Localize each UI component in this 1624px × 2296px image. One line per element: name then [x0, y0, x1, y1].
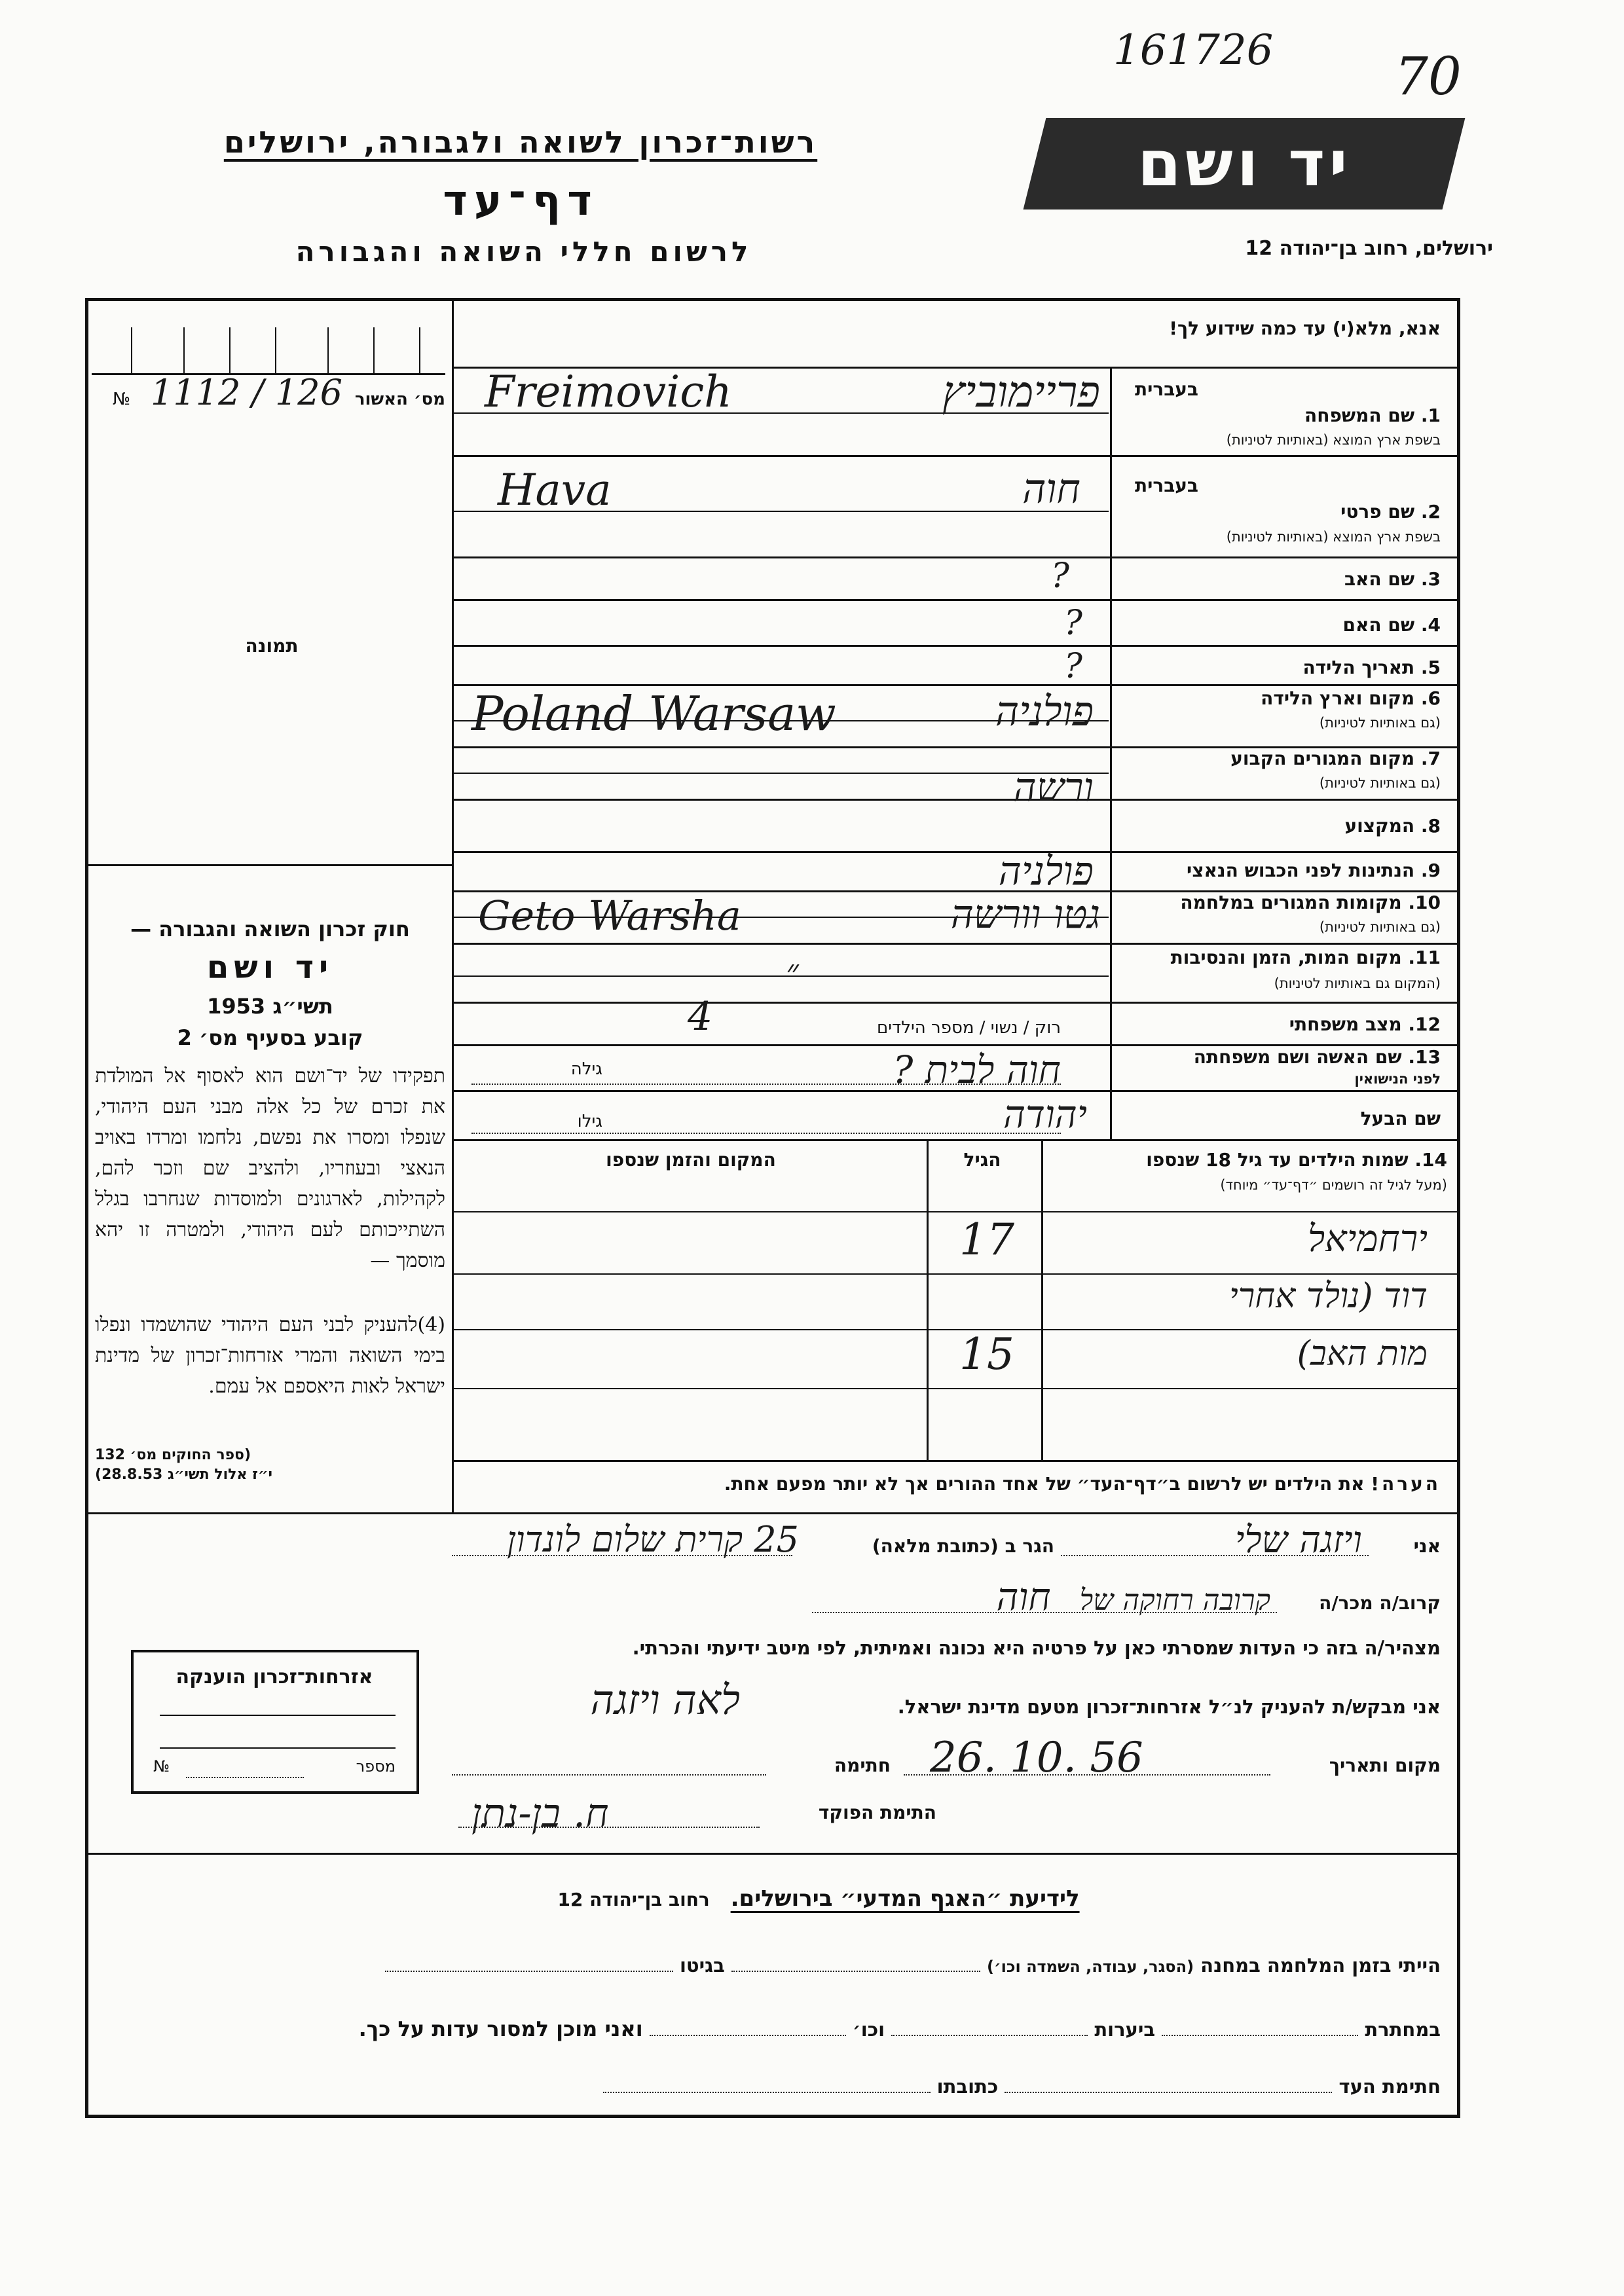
family-name-latin: Freimovich	[485, 367, 732, 417]
children-place-header: המקום והזמן שנספו	[606, 1149, 776, 1171]
first-name-hebrew: חוה	[1022, 465, 1080, 513]
first-name-latin: Hava	[498, 465, 612, 515]
field-11-label: 11. מקום המות, הזמן והנסיבות	[1170, 947, 1441, 968]
children-count-value: 4	[688, 994, 713, 1040]
child-age-3: 15	[959, 1329, 1014, 1379]
field-1-sub: בשפת ארץ המוצא (באותיות לטיניות)	[1226, 432, 1441, 448]
citizenship-box-title: אזרחות־זכרון הוענקה	[175, 1666, 373, 1688]
field-11-sub: (המקום גם באותיות לטיניות)	[1274, 975, 1441, 991]
law-source-date: י״ז אלול תשי״ג 28.8.53)	[95, 1467, 273, 1483]
field-10-sub: (גם באותיות לטיניות)	[1319, 919, 1441, 935]
citizenship-box	[131, 1650, 419, 1794]
citizenship-number-label: מספר	[356, 1757, 396, 1776]
approval-number: 1112 / 126	[151, 372, 343, 413]
instruction: אנא, מלא(י) עד כמה שידוע לך!	[1169, 318, 1441, 339]
place-date-label: מקום ותאריך	[1329, 1755, 1441, 1776]
in-hebrew-label-1: בעברית	[1134, 378, 1198, 400]
wartime-residence-hebrew: גטו וורשה	[950, 892, 1100, 938]
field-9-label: 9. הנתינות לפני הכבוש הנאצי	[1187, 860, 1441, 881]
bottom-title	[458, 1886, 1179, 1912]
husband-name-label: שם הבעל	[1360, 1108, 1441, 1129]
official-signature-label: התימת הפוקד	[818, 1802, 936, 1823]
death-place-value: ״	[786, 953, 799, 992]
field-5-label: 5. תאריך הלידה	[1302, 657, 1441, 678]
husband-age-label: גילו	[577, 1112, 602, 1131]
logo-text: יד ושם	[1137, 127, 1352, 200]
child-name-1: ירחמיאל	[1307, 1218, 1428, 1260]
father-name-value: ?	[1051, 556, 1069, 596]
note-label: הערה!	[1371, 1473, 1441, 1495]
husband-name-value: יהודה	[1003, 1092, 1087, 1137]
field-10-label: 10. מקומות המגורים במלחמה	[1180, 892, 1441, 913]
birth-place-latin: Poland Warsaw	[471, 686, 836, 741]
in-hebrew-label-2: בעברית	[1134, 475, 1198, 496]
archive-number: 161726	[1113, 26, 1274, 75]
form-subtitle: לרשום חללי השואה והגבורה	[295, 236, 752, 268]
child-name-2: דוד (נולד אחרי	[1229, 1277, 1428, 1316]
field-3-label: 3. שם האב	[1344, 568, 1441, 590]
field-2-sub: בשפת ארץ המוצא (באותיות לטיניות)	[1226, 529, 1441, 545]
witness-name: ויזגה שלי	[1234, 1519, 1362, 1561]
declaration-request: אני מבקש/ת להעניק לנ״ל אזרחות־זכרון מטעם מדינת ישראל.	[897, 1696, 1441, 1718]
field-4-label: 4. שם האם	[1342, 614, 1441, 636]
bottom-line-3: חתימת העד כתובתו	[111, 2075, 1441, 2098]
photo-label: תמונה	[245, 635, 299, 657]
field-8-label: 8. המקצוע	[1344, 815, 1441, 837]
bottom-title-text: לידיעת ״האגף המדעי״ בירושלים.	[730, 1886, 1080, 1912]
marital-options: רוק / נשוי / מספר הילדים	[876, 1018, 1061, 1038]
wife-age-label: גילה	[570, 1059, 602, 1079]
approval-box-ticks	[92, 308, 445, 375]
bottom-address: רחוב בן־יהודה 12	[557, 1889, 710, 1910]
birth-date-value: ?	[1064, 647, 1082, 686]
children-sub: (מעל לגיל זה רושמים ״דף־עד״ מיוחד)	[1220, 1177, 1447, 1193]
citizenship-value: פולניה	[998, 848, 1094, 894]
law-text: תפקידו של יד־ושם הוא לאסוף אל המולדת את זכרם של כל אלה מבני העם היהודי, שנפלו ומסרו את נפשם, נלחמו ומרדו באויב הנאצי ובעוזריו, ולהציב שם וזכר להם, לקהילות, לארגונים ולמוסדות שנחרבו בגלל השתייכותם לעם היהודי, ולמטרה זו יהא מוסמך —	[95, 1065, 445, 1272]
law-source: (ספר החוקים מס׳ 132	[95, 1447, 251, 1463]
page-number: 70	[1395, 46, 1462, 107]
form-title: דף־עד	[443, 177, 599, 225]
law-year: תשי״ג 1953	[207, 994, 333, 1019]
family-name-hebrew: פריימוביץ	[942, 367, 1100, 417]
residence-value: ורשה	[1013, 765, 1094, 811]
bottom-line-2: במחתרת ביערות וכו׳ ואני מוכן למסור עדות על כך.	[358, 2016, 1441, 2041]
witness-address: 25 קרית שלום לונדון	[507, 1519, 799, 1560]
law-item4: (4)להעניק לבני העם היהודי שהושמדו ונפלו בימי השואה והמרי אזרחות־זכרון של מדינת ישראל לאות היאספם אל עמם.	[95, 1313, 445, 1398]
law-name: יד ושם	[206, 949, 334, 986]
wartime-residence-latin: Geto Warsha	[478, 892, 741, 939]
citizenship-number-prefix: №	[153, 1757, 170, 1776]
children-label: 14. שמות הילדים עד גיל 18 שנספו	[1146, 1149, 1447, 1171]
field-13-sub: לפני הנישואין	[1354, 1071, 1441, 1087]
bottom-line-1: הייתי בזמן המלחמה במחנה (הסגר, עבודה, השמדה וכו׳) בגיטו	[111, 1954, 1441, 1977]
wife-name-value: חוה לבית ?	[893, 1048, 1061, 1092]
law-clause: קובע בסעיף מס׳ 2	[177, 1025, 363, 1050]
relation-label: קרוב/ה מכר/ה	[1319, 1592, 1441, 1614]
birth-place-hebrew: פולניה	[995, 687, 1094, 735]
field-7-label: 7. מקום המגורים הקבוע	[1230, 748, 1441, 769]
field-12-label: 12. מצב משפחתי	[1289, 1013, 1441, 1035]
field-6-sub: (גם באותיות לטיניות)	[1319, 715, 1441, 731]
relation-person: חוה	[996, 1575, 1051, 1619]
place-date-value: 26. 10. 56	[930, 1734, 1143, 1782]
child-age-1: 17	[959, 1214, 1014, 1265]
law-title: חוק זכרון השואה והגבורה —	[130, 917, 410, 941]
mother-name-value: ?	[1064, 604, 1082, 643]
approval-label: מס׳ האשור	[354, 390, 445, 409]
note	[458, 1473, 1441, 1495]
official-signature: ח. בן-נתן	[471, 1791, 609, 1836]
declaration-i-label: אני	[1413, 1535, 1441, 1557]
field-13-label: 13. שם האשה ושם משפחתה	[1193, 1046, 1441, 1068]
note-text: את הילדים יש לרשום ב״דף־העד״ של אחד ההורים אך לא יותר מפעם אחת.	[724, 1473, 1365, 1495]
header-address: ירושלים, רחוב בן־יהודה 12	[1245, 237, 1493, 260]
org-line: רשות־זכרון לשואה ולגבורה, ירושלים	[223, 124, 818, 160]
child-name-3: מות האב)	[1297, 1334, 1428, 1374]
approval-no-prefix: №	[113, 390, 131, 409]
declaration-statement: מצהיר/ה בזה כי העדות שמסרתי כאן על פרטיה היא נכונה ואמיתית, לפי מיטב ידיעתי והכרתי.	[632, 1637, 1441, 1659]
field-7-sub: (גם באותיות לטיניות)	[1319, 775, 1441, 791]
children-age-header: הגיל	[963, 1149, 1001, 1171]
yad-vashem-logo	[1024, 118, 1466, 210]
field-1-label: 1. שם המשפחה	[1304, 405, 1441, 426]
witness-signature: לאה ויזגה	[590, 1676, 740, 1724]
residing-label: הגר ב (כתובת מלאה)	[872, 1535, 1054, 1557]
field-6-label: 6. מקום וארץ הלידה	[1261, 687, 1441, 709]
field-2-label: 2. שם פרטי	[1340, 501, 1441, 522]
signature-label: חתימה	[834, 1755, 891, 1776]
relation-value-text: קרובה רחוקה של	[1079, 1584, 1270, 1617]
